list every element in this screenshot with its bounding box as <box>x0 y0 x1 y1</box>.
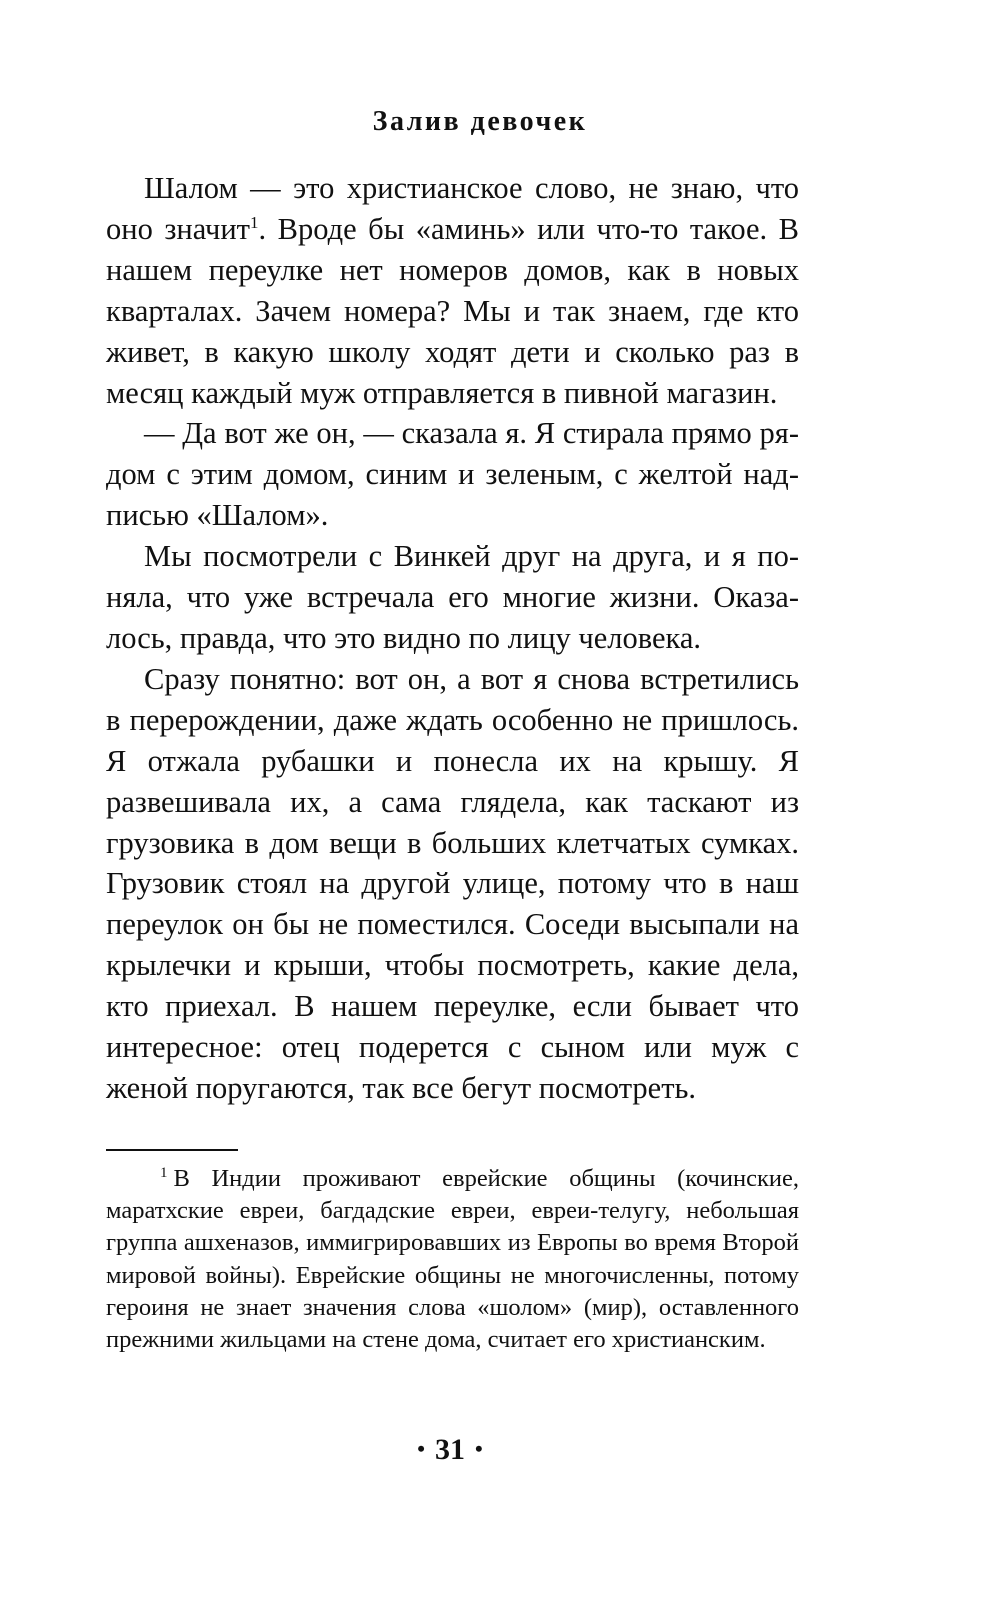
page-number-block <box>0 1433 900 1467</box>
footnote-reference: 1 <box>250 212 259 232</box>
footnote-marker: 1 <box>160 1165 168 1181</box>
paragraph-4: Сразу понятно: вот он, а вот я снова встретились в перерождении, даже ждать особенно не пришлось. Я отжала рубашки и понесла их на крышу. Я развешивала их, а сама глядела, как таскают из грузовика в дом вещи в больших клетчатых сумках. Грузовик стоял на другой улице, потому что в наш переулок он бы не поместился. Соседи высыпали на крылечки и крыши, чтобы посмотреть, какие дела, кто приехал. В нашем переулке, если бывает что интересное: отец подерется с сыном или муж с женой поругаются, так все бегут посмотреть. <box>106 661 799 1105</box>
page-number: 31 <box>435 1433 465 1466</box>
footnote <box>106 1163 799 1356</box>
paragraph-1 <box>106 168 799 413</box>
paragraph-3: Мы посмотрели с Винкей друг на друга, и я поняла, что уже встречала его многие жизни. Оказалось, правда, что это видно по лицу человека. <box>106 539 799 655</box>
footnote-text: В Индии проживают еврейские общины (кочинские, маратхские евреи, багдадские евреи, евреи-телугу, небольшая группа ашхеназов, иммигрировавших из Европы во время Второй мировой войны). Еврейские общины не многочисленны, потому героиня не знает значения слова «шолом» (мир), оставленного прежними жильцами на стене дома, считает его христианским. <box>106 1165 799 1354</box>
paragraph-2: — Да вот же он, — сказала я. Я стирала прямо рядом с этим домом, синим и зеленым, с желтой надписью «Шалом». <box>106 416 799 533</box>
bullet-right-icon: • <box>475 1436 483 1461</box>
body-text <box>106 168 799 1109</box>
paragraph-1-text-end: . Вроде бы «аминь» или что-то такое. В нашем переулке нет номеров домов, как в новых кварталах. Зачем номера? Мы и так знаем, где кто живет, в какую школу ходят дети и сколько раз в месяц каждый муж отправляется в пивной магазин. <box>106 211 799 410</box>
footnote-paragraph <box>106 1163 799 1356</box>
bullet-left-icon: • <box>417 1436 425 1461</box>
running-head: Залив девочек <box>372 106 588 137</box>
footnote-rule <box>106 1149 238 1151</box>
paragraph-1-text-start: Шалом — это христианское слово, не знаю, что оно значит <box>106 171 799 246</box>
